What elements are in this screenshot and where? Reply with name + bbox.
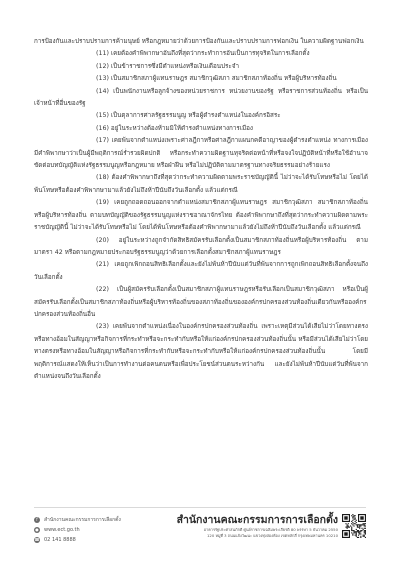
list-item-paragraph: (23) เคยพ้นจากตำแหน่งเนื่องในองค์กรปกครองส่วนท้องถิ่น เพราะเหตุมีส่วนได้เสียไม่ว่าโดยทางตรงหรือทางอ้อมในสัญญาหรือกิจการที่กระทำหรือจะกระทำกับหรือให้แก่องค์กรปกครองส่วนท้องถิ่นนั้น หรือมีส่วนได้เสียไม่ว่าโดยทางตรงหรือทางอ้อมในสัญญาหรือกิจการที่กระทำกับหรือจะกระทำกับหรือให้แก่องค์กรปกครองส่วนท้องถิ่นนั้น โดยมีพฤติการณ์แสดงให้เห็นว่าเป็นการทำงานต่อคนตนหรือเพื่อประโยชน์ส่วนตนระหว่างกัน และยังไม่พ้นห้าปีนับแต่วันที่พ้นจากตำแหน่งจนถึงวันเลือกตั้ง [34,323,368,380]
footer-contacts [34,515,121,545]
list-item-paragraph: (16) อยู่ในระหว่างต้องห้ามมิให้ดำรงตำแหน่งทางการเมือง [96,124,253,132]
organization-address-line2: 120 หมู่ที่ 3 ถนนแจ้งวัฒนะ แขวงทุ่งสองห้อง เขตหลักสี่ กรุงเทพมหานคร 10210 [207,533,338,538]
phone-icon: ☎ [34,537,40,542]
list-item-paragraph: (15) เป็นตุลาการศาลรัฐธรรมนูญ หรือผู้ดำรงตำแหน่งในองค์กรอิสระ [96,112,281,120]
list-item-paragraph: (14) เป็นพนักงานหรือลูกจ้างของหน่วยราชการ หน่วยงานของรัฐ หรือราชการส่วนท้องถิ่น หรือเป็นเจ้าหน้าที่อื่นของรัฐ [34,87,368,108]
footer-divider [34,507,366,508]
globe-icon: ● [35,527,39,532]
list-item-paragraph: (13) เป็นสมาชิกสภาผู้แทนราษฎร สมาชิกวุฒิสภา สมาชิกสภาท้องถิ่น หรือผู้บริหารท้องถิ่น [96,75,337,83]
list-item-paragraph: (11) เคยต้องคำพิพากษาอันถึงที่สุดว่ากระทำการอันเป็นการทุจริตในการเลือกตั้ง [96,50,310,58]
contact-text: www.ect.go.th [44,527,80,533]
contact-row[interactable] [34,535,121,545]
list-item-paragraph: (20) อยู่ในระหว่างถูกจำกัดสิทธิสมัครรับเลือกตั้งเป็นสมาชิกสภาท้องถิ่นหรือผู้บริหารท้องถิ่น ตามมาตรา 42 หรือตามกฎหมายประกอบรัฐธรรมนูญว่าด้วยการเลือกตั้งสมาชิกสภาผู้แทนราษฎร [34,236,368,256]
facebook-icon: f [34,517,40,523]
contact-row[interactable] [34,525,121,535]
contact-row[interactable] [34,515,121,525]
organization-address-line1: อาคารรัฐประศาสนภักดี ศูนย์ราชการเฉลิมพระเกียรติ 80 พรรษา 5 ธันวาคม 2550 [203,527,338,532]
continuation-paragraph: การป้องกันและปราบปรามการค้ามนุษย์ หรือกฎหมายว่าด้วยการป้องกันและปราบปรามการฟอกเงิน ในความผิดฐานฟอกเงิน [34,38,364,45]
qr-code-icon[interactable] [342,514,366,538]
list-item-paragraph: (18) ต้องคำพิพากษาถึงที่สุดว่ากระทำความผิดตามพระราชบัญญัตินี้ ไม่ว่าจะได้รับโทษหรือไม่ โดยได้พ้นโทษหรือต้องคำพิพากษามาแล้วยังไม่ถึงห้าปีนับถึงวันเลือกตั้ง แล้วแต่กรณี [34,174,368,194]
footer-organization [177,514,338,539]
organization-name: สำนักงานคณะกรรมการการเลือกตั้ง [176,514,338,526]
contact-text: 02 141 8888 [44,537,76,543]
list-item-paragraph: (12) เป็นข้าราชการซึ่งมีตำแหน่งหรือเงินเดือนประจำ [96,62,240,70]
document-body [34,36,368,383]
list-item-paragraph: (21) เคยถูกเพิกถอนสิทธิเลือกตั้งและยังไม่พ้นห้าปีนับแต่วันที่พ้นจากการถูกเพิกถอนสิทธิเลือกตั้งจนถึงวันเลือกตั้ง [34,261,368,281]
list-item-paragraph: (22) เป็นผู้สมัครรับเลือกตั้งเป็นสมาชิกสภาผู้แทนราษฎรหรือรับเลือกเป็นสมาชิกวุฒิสภา หรือเป็นผู้สมัครรับเลือกตั้งเป็นสมาชิกสภาท้องถิ่นหรือผู้บริหารท้องถิ่นของสภาท้องถิ่นขององค์กรปกครองส่วนท้องถิ่นเดียวกันหรือองค์กรปกครองส่วนท้องถิ่นอื่น [34,286,368,318]
list-item-paragraph: (17) เคยพ้นจากตำแหน่งเพราะศาลฎีกาหรือศาลฎีกาแผนกคดีอาญาของผู้ดำรงตำแหน่ง ทางการเมืองมีคำพิพากษาว่าเป็นผู้มีพฤติการณ์ร่ำรวยผิดปกติ หรือกระทำความผิดฐานทุจริตต่อหน้าที่หรือจงใจปฏิบัติหน้าที่หรือใช้อำนาจขัดต่อบทบัญญัติแห่งรัฐธรรมนูญหรือกฎหมาย หรือฝ่าฝืน หรือไม่ปฏิบัติตามมาตรฐานทางจริยธรรมอย่างร้ายแรง [34,137,368,170]
list-item-paragraph: (19) เคยถูกถอดถอนออกจากตำแหน่งสมาชิกสภาผู้แทนราษฎร สมาชิกวุฒิสภา สมาชิกสภาท้องถิ่น หรือผู้บริหารท้องถิ่น ตามบทบัญญัติของรัฐธรรมนูญแห่งราชอาณาจักรไทย ต้องคำพิพากษาถึงที่สุดว่ากระทำความผิดตามพระราชบัญญัตินี้ ไม่ว่าจะได้รับโทษหรือไม่ โดยได้พ้นโทษหรือต้องคำพิพากษามาแล้วยังไม่ถึงห้าปีนับถึงวันเลือกตั้ง แล้วแต่กรณี [34,199,368,232]
contact-text: สำนักงานคณะกรรมการการเลือกตั้ง [44,517,121,523]
